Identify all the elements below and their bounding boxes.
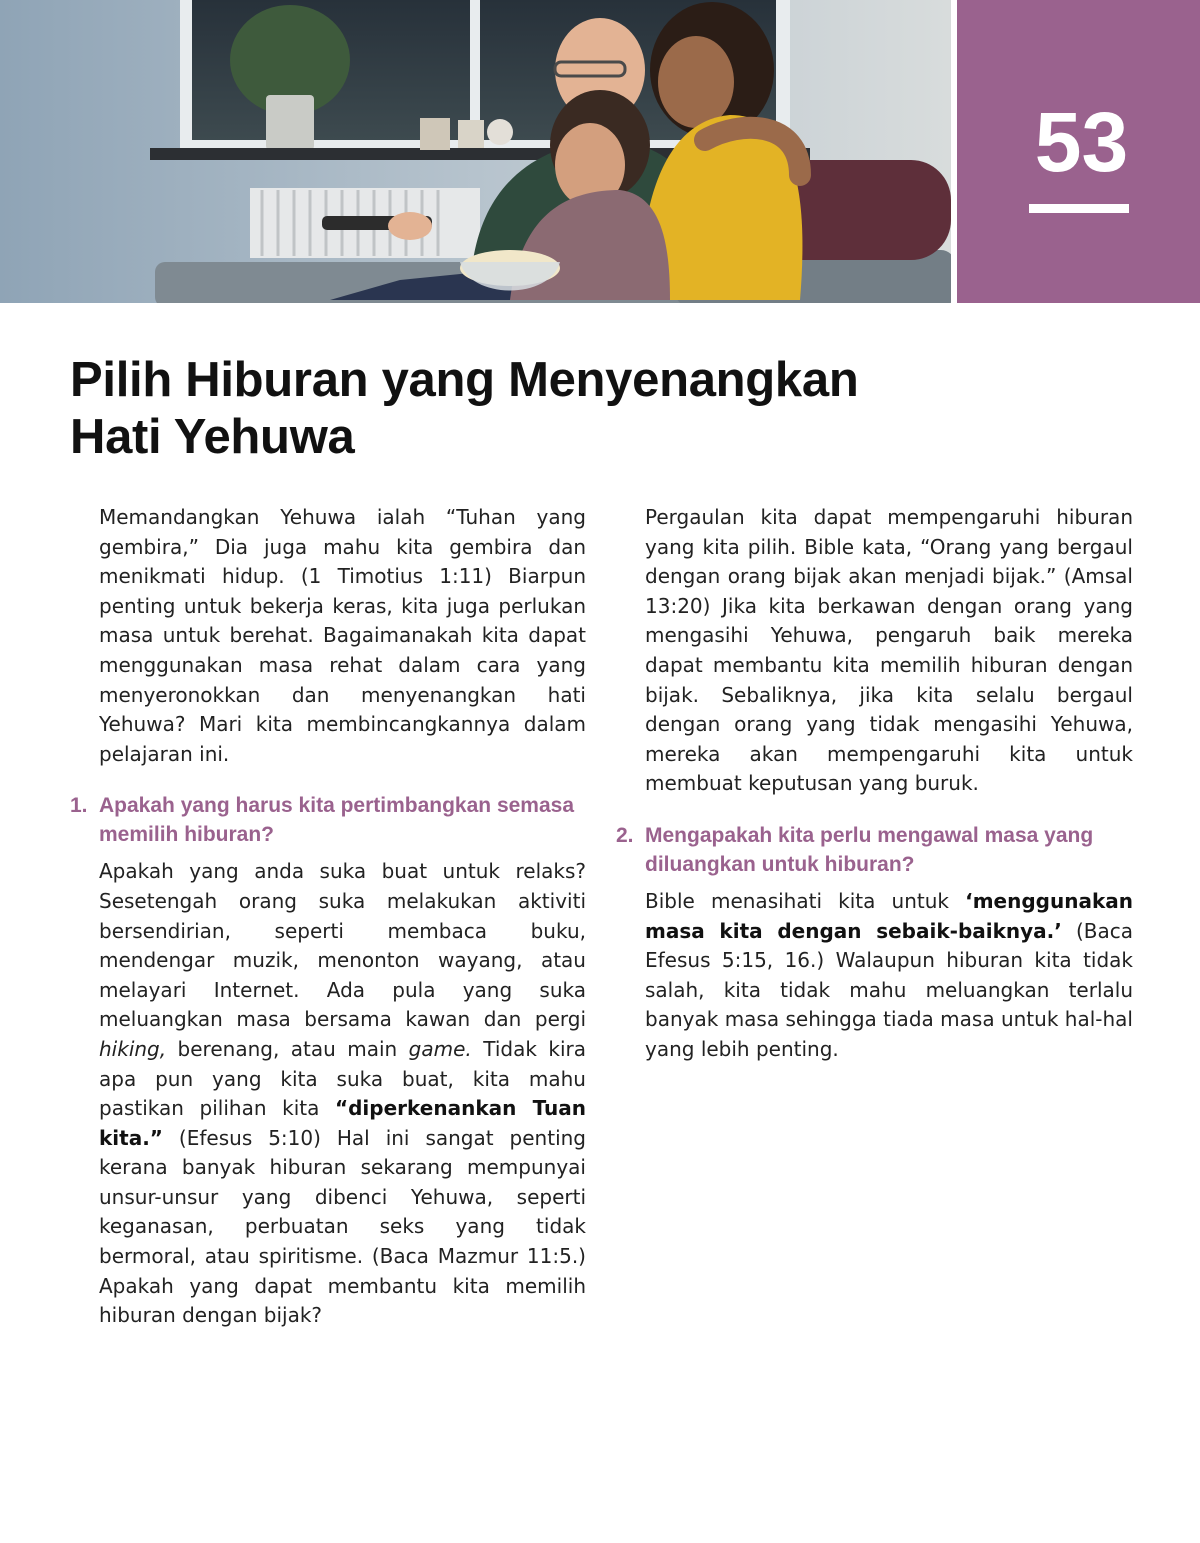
section-2-paragraph (645, 887, 1133, 1065)
section-1-paragraph-2: Pergaulan kita dapat mempengaruhi hiburan yang kita pilih. Bible kata, “Orang yang bergaul dengan orang bijak akan menjadi bijak.” (Amsal 13:20) Jika kita berkawan dengan orang yang mengasihi Yehuwa, pengaruh baik mereka dapat membantu kita memilih hiburan dengan bijak. Sebaliknya, jika kita selalu bergaul dengan orang yang tidak mengasihi Yehuwa, mereka akan mempengaruhi kita untuk membuat keputusan yang buruk. (645, 505, 1133, 796)
page-title-line-1: Pilih Hiburan yang Menyenangkan (70, 353, 859, 407)
right-column (616, 503, 1133, 1065)
italic-hiking: hiking, (99, 1036, 167, 1061)
section-1-text-c: Tidak kira apa pun yang kita suka buat, kita mahu pastikan pilihan kita (99, 1036, 586, 1121)
page-title-line-2: Hati Yehuwa (70, 410, 355, 464)
section-1-text-b: berenang, atau main (166, 1036, 409, 1061)
question-1-text: Apakah yang harus kita pertimbangkan semasa memilih hiburan? (99, 794, 575, 847)
family-watching-tv-photo (0, 0, 951, 303)
lesson-number-underline (1029, 204, 1129, 213)
section-2-text-a: Bible menasihati kita untuk (645, 888, 966, 913)
section-1-text-a: Apakah yang anda suka buat untuk relaks? Sesetengah orang suka melakukan aktiviti bersendirian, seperti membaca buku, mendengar muzik, menonton wayang, atau melayari Internet. Ada pula yang suka meluangkan masa bersama kawan dan pergi (99, 859, 586, 1032)
question-2-text: Mengapakah kita perlu mengawal masa yang diluangkan untuk hiburan? (645, 823, 1094, 876)
question-1-heading (70, 791, 586, 849)
bold-scripture-quote: “diperkenankan Tuan kita.” (99, 1096, 586, 1150)
page-title (70, 352, 970, 466)
bold-scripture-quote-2: ‘menggunakan masa kita dengan sebaik-baiknya.’ (645, 888, 1133, 943)
lesson-number: 53 (1034, 95, 1129, 189)
question-1-number: 1. (70, 794, 88, 818)
intro-paragraph: Memandangkan Yehuwa ialah “Tuhan yang gembira,” Dia juga mahu kita gembira dan menikmati hidup. (1 Timotius 1:11) Biarpun penting untuk bekerja keras, kita juga perlukan masa untuk berehat. Bagaimanakah kita dapat menggunakan masa rehat dalam cara yang menyeronokkan dan menyenangkan hati Yehuwa? Mari kita membincangkannya dalam pelajaran ini. (99, 505, 586, 766)
italic-game: game. (408, 1036, 472, 1061)
question-2-number: 2. (616, 823, 634, 847)
section-2-text-b: (Baca Efesus 5:15, 16.) Walaupun hiburan kita tidak salah, kita tidak mahu meluangkan terlalu banyak masa sehingga tiada masa untuk hal-hal yang lebih penting. (645, 918, 1133, 1061)
question-2-heading (616, 821, 1133, 879)
section-1-paragraph-1 (99, 857, 586, 1331)
section-1-text-d: (Efesus 5:10) Hal ini sangat penting kerana banyak hiburan sekarang mempunyai unsur-unsur yang dibenci Yehuwa, seperti keganasan, perbuatan seks yang tidak bermoral, atau spiritisme. (Baca Mazmur 11:5.) Apakah yang dapat membantu kita memilih hiburan dengan bijak? (99, 1125, 586, 1328)
header-photo (0, 0, 951, 303)
left-column (70, 503, 586, 1331)
lesson-number-box (957, 0, 1200, 303)
